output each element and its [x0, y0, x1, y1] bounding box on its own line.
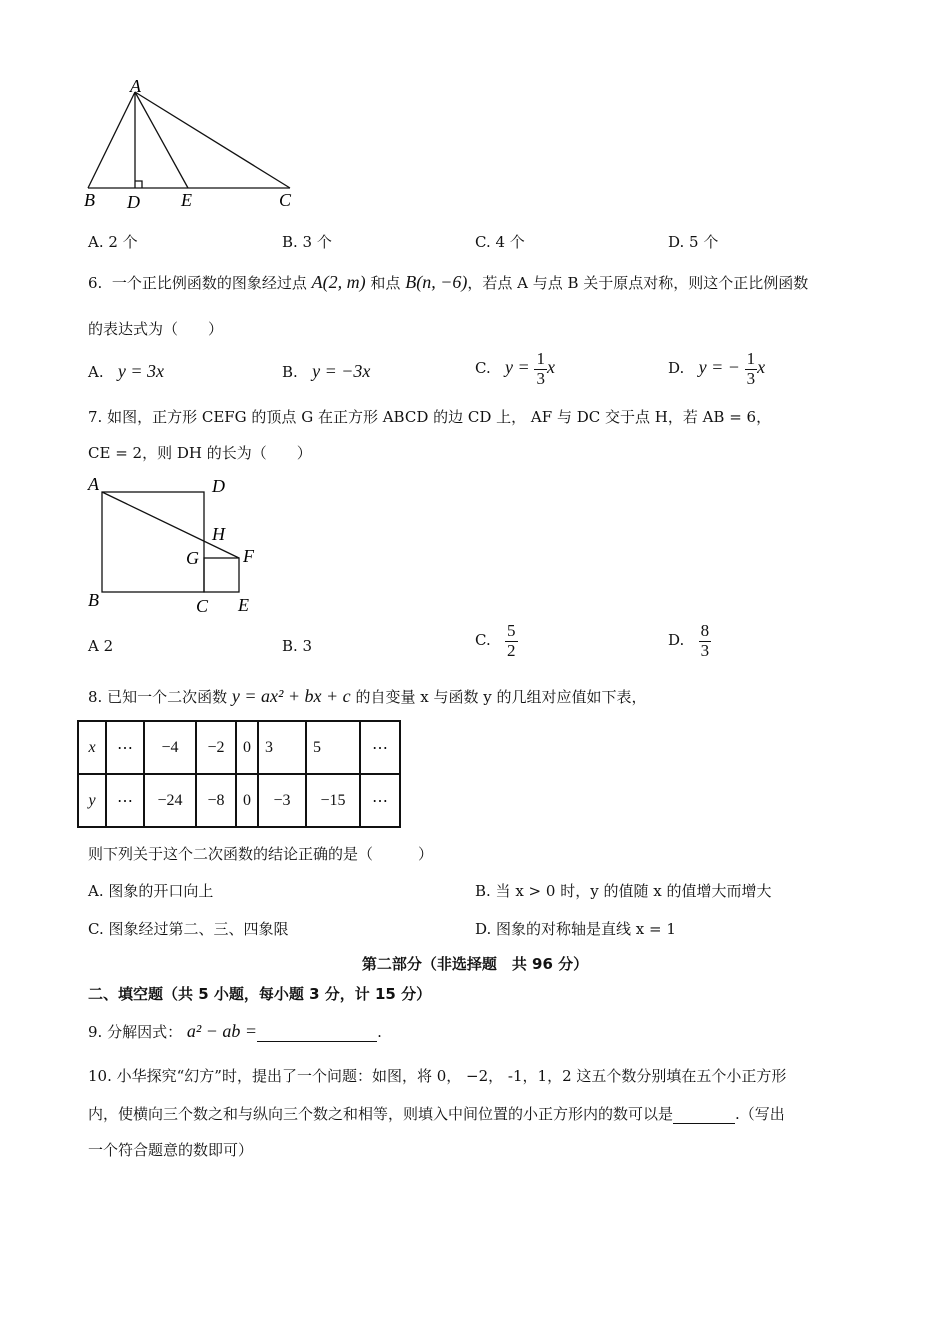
- q8-option-b: B. 当 x > 0 时，y 的值随 x 的值增大而增大: [475, 882, 772, 900]
- q6-text-c: ，若点 A 与点 B 关于原点对称，则这个正比例函数: [467, 274, 809, 292]
- q8-formula: y = ax² + bx + c: [231, 686, 351, 706]
- table-cell: x: [78, 721, 106, 774]
- q7-option-a: A 2: [88, 637, 114, 655]
- q8-text-a: 8. 已知一个二次函数: [88, 688, 228, 706]
- squares-figure: [80, 470, 270, 620]
- table-cell: −4: [144, 721, 196, 774]
- q5-option-b: B. 3 个: [282, 233, 332, 251]
- q6-number: 6.: [88, 274, 103, 292]
- triangle-figure: [80, 78, 300, 213]
- label-F: F: [243, 546, 254, 566]
- table-cell: −24: [144, 774, 196, 827]
- label-D: D: [127, 192, 140, 212]
- fraction-numerator: 8: [700, 621, 710, 640]
- q7-option-d: [668, 622, 711, 660]
- q6-option-c-fraction: [534, 350, 547, 388]
- label-H: H: [212, 524, 225, 544]
- part2-title: 第二部分（非选择题 共 96 分）: [361, 955, 589, 973]
- q6-option-a-expr: y = 3x: [117, 361, 165, 381]
- table-cell: 3: [258, 721, 306, 774]
- q6-option-b: [282, 361, 370, 382]
- label-B: B: [84, 190, 95, 210]
- q5-option-d: D. 5 个: [668, 233, 719, 251]
- q6-option-a: [88, 361, 164, 382]
- q9-text: 9. 分解因式：: [88, 1023, 183, 1041]
- q7-option-b: B. 3: [282, 637, 313, 655]
- label-E: E: [181, 190, 192, 210]
- q6-option-b-expr: y = −3x: [312, 361, 371, 381]
- q5-option-a: A. 2 个: [88, 233, 138, 251]
- table-cell: 5: [306, 721, 360, 774]
- fraction-denominator: 3: [700, 640, 710, 660]
- label-A: A: [130, 78, 141, 96]
- q10-line3: 一个符合题意的数即可）: [88, 1141, 254, 1159]
- q7-line1: 7. 如图，正方形 CEFG 的顶点 G 在正方形 ABCD 的边 CD 上， AF 与 DC 交于点 H，若 AB = 6，: [88, 408, 772, 426]
- label-A: A: [88, 474, 99, 494]
- q8-option-d: D. 图象的对称轴是直线 x = 1: [475, 920, 676, 938]
- fraction-denominator: 2: [507, 640, 516, 660]
- table-cell: −8: [196, 774, 236, 827]
- q7-option-c: [475, 622, 518, 660]
- table-row: [78, 774, 400, 827]
- q10-line2: [88, 1103, 785, 1124]
- q9-answer-blank[interactable]: [257, 1023, 377, 1042]
- value-table: [77, 720, 401, 828]
- q6-option-d-post: x: [757, 357, 766, 378]
- q8-text-b: 的自变量 x 与函数 y 的几组对应值如下表，: [355, 688, 647, 706]
- q7-option-c-fraction: [505, 622, 518, 660]
- q7-option-c-label: C.: [475, 631, 491, 650]
- q7-option-d-fraction: [699, 622, 712, 660]
- table-cell: −3: [258, 774, 306, 827]
- table-cell: y: [78, 774, 106, 827]
- section2-title: 二、填空题（共 5 小题，每小题 3 分，计 15 分）: [88, 985, 432, 1003]
- q6-text-a: 一个正比例函数的图象经过点: [111, 274, 307, 292]
- q8-line1: [88, 686, 646, 707]
- q6-option-d-fraction: [745, 350, 758, 388]
- q6-point-b: B(n, −6): [405, 272, 468, 292]
- q8-option-c: C. 图象经过第二、三、四象限: [88, 920, 289, 938]
- table-cell: 0: [236, 721, 258, 774]
- q6-option-a-label: A.: [88, 363, 104, 381]
- q6-option-c-label: C.: [475, 359, 491, 378]
- q9-end: .: [377, 1023, 382, 1041]
- q6-option-d-pre: y = −: [698, 357, 740, 378]
- q10-text-b: .（写出: [735, 1105, 785, 1123]
- q10-text-a: 内，使横向三个数之和与纵向三个数之和相等，则填入中间位置的小正方形内的数可以是: [88, 1105, 674, 1123]
- q6-option-c-pre: y =: [505, 357, 530, 378]
- q6-line1: [88, 272, 808, 293]
- q6-option-c: [475, 350, 555, 388]
- label-E: E: [238, 595, 249, 615]
- label-D: D: [212, 476, 225, 496]
- q8-question: 则下列关于这个二次函数的结论正确的是（ ）: [88, 845, 434, 863]
- q5-option-c: C. 4 个: [475, 233, 525, 251]
- q6-point-a: A(2, m): [311, 272, 366, 292]
- q6-line2: 的表达式为（ ）: [88, 320, 224, 338]
- q9-line: [88, 1021, 382, 1042]
- q10-line1: 10. 小华探究“幻方”时，提出了一个问题：如图，将 0， −2， -1，1，2 这五个数分别填在五个小正方形: [88, 1067, 787, 1085]
- q6-option-b-label: B.: [282, 363, 298, 381]
- q7-option-d-label: D.: [668, 631, 685, 650]
- q10-answer-blank[interactable]: [673, 1105, 735, 1124]
- table-cell: 0: [236, 774, 258, 827]
- table-cell: −15: [306, 774, 360, 827]
- table-cell: ⋯: [106, 774, 144, 827]
- fraction-denominator: 3: [746, 368, 756, 388]
- table-row: [78, 721, 400, 774]
- table-cell: ⋯: [360, 721, 400, 774]
- q9-expression: a² − ab =: [186, 1021, 258, 1041]
- q6-option-c-post: x: [546, 357, 555, 378]
- fraction-numerator: 1: [746, 349, 756, 368]
- q7-line2: CE = 2，则 DH 的长为（ ）: [88, 444, 312, 462]
- label-B: B: [88, 590, 99, 610]
- table-cell: ⋯: [106, 721, 144, 774]
- label-C: C: [279, 190, 292, 210]
- q6-option-d: [668, 350, 765, 388]
- q6-text-b: 和点: [370, 274, 401, 292]
- fraction-numerator: 1: [536, 349, 545, 368]
- q6-option-d-label: D.: [668, 359, 685, 378]
- label-G: G: [186, 548, 199, 568]
- q8-option-a: A. 图象的开口向上: [88, 882, 214, 900]
- fraction-numerator: 5: [507, 621, 516, 640]
- table-cell: −2: [196, 721, 236, 774]
- table-cell: ⋯: [360, 774, 400, 827]
- fraction-denominator: 3: [536, 368, 545, 388]
- label-C: C: [196, 596, 209, 616]
